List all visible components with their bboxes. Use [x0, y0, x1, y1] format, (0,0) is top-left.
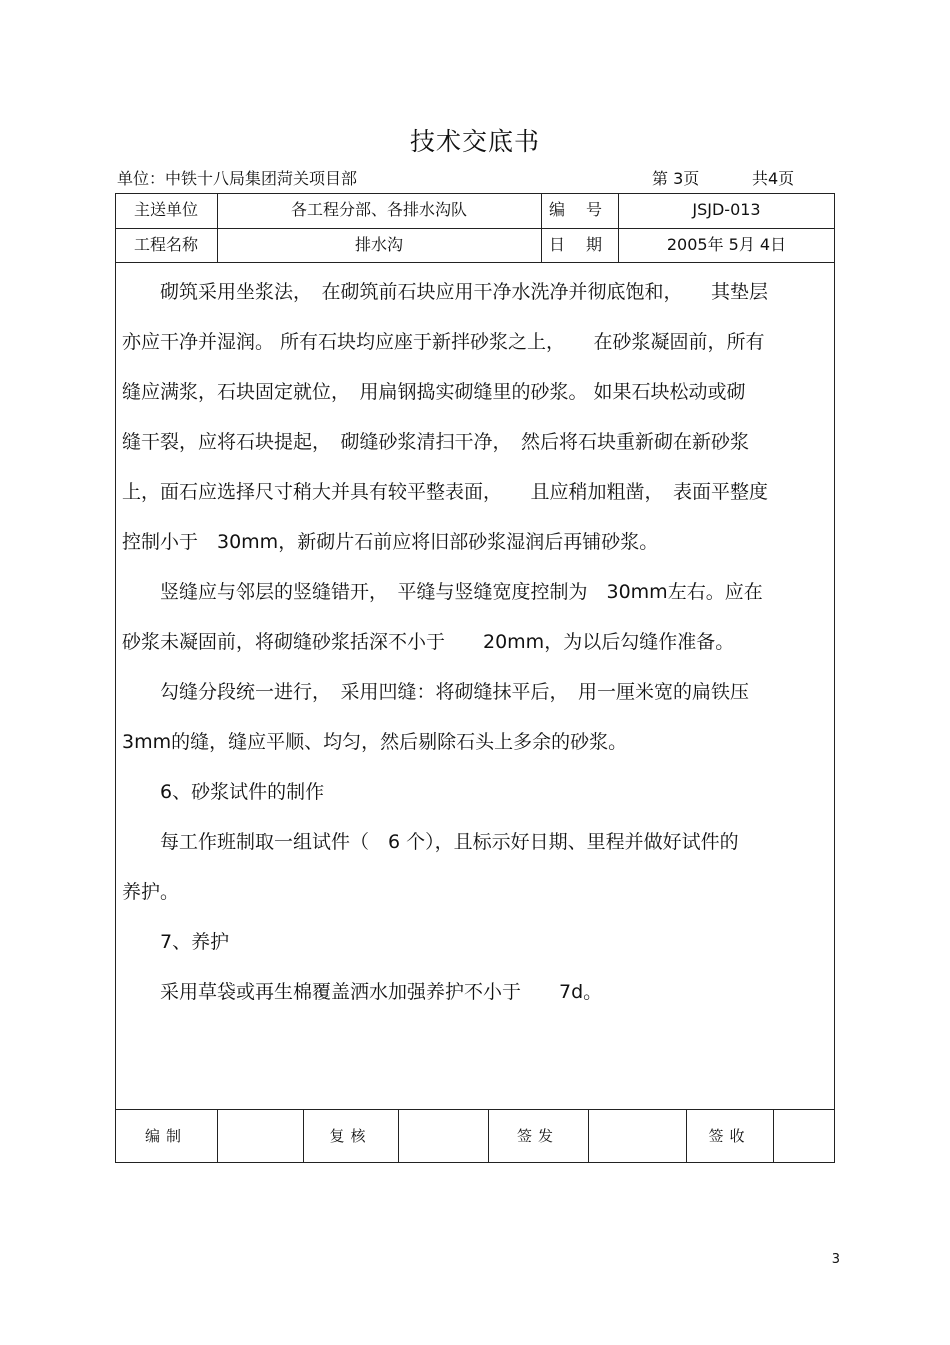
- body-line: 3mm的缝，缝应平顺、均匀，然后剔除石头上多余的砂浆。: [122, 731, 628, 753]
- review-label: 复核: [329, 1127, 372, 1145]
- document-title: 技术交底书: [409, 127, 540, 156]
- body-line: 砂浆未凝固前，将砌缝砂浆括深不小于 20mm，为以后勾缝作准备。: [122, 631, 735, 653]
- body-line: 7、养护: [122, 931, 230, 953]
- issue-field[interactable]: [588, 1110, 686, 1162]
- receive-label: 签收: [708, 1127, 751, 1145]
- body-line: 6、砂浆试件的制作: [122, 781, 325, 803]
- compile-label: 编制: [144, 1127, 187, 1145]
- number-value: JSJD-013: [692, 200, 761, 219]
- body-line: 砌筑采用坐浆法， 在砌筑前石块应用干净水洗净并彻底饱和， 其垫层: [122, 281, 769, 303]
- body-text: [122, 267, 830, 1017]
- body-line: 亦应干净并湿润。 所有石块均应座于新拌砂浆之上， 在砂浆凝固前，所有: [122, 331, 765, 353]
- project-value: 排水沟: [354, 235, 403, 254]
- compile-field[interactable]: [217, 1110, 303, 1162]
- page-number: 3: [831, 1252, 840, 1267]
- issue-label: 签发: [516, 1127, 559, 1145]
- body-line: 每工作班制取一组试件（ 6 个），且标示好日期、里程并做好试件的: [122, 831, 739, 853]
- receive-field[interactable]: [773, 1110, 835, 1162]
- body-line: 养护。: [122, 881, 180, 903]
- project-label: 工程名称: [133, 235, 198, 254]
- page-current: 第 3页: [652, 169, 700, 188]
- body-line: 控制小于 30mm，新砌片石前应将旧部砂浆湿润后再铺砂浆。: [122, 531, 659, 553]
- body-line: 勾缝分段统一进行， 采用凹缝：将砌缝抹平后， 用一厘米宽的扁铁压: [122, 681, 750, 703]
- sender-label: 主送单位: [133, 200, 198, 219]
- review-field[interactable]: [398, 1110, 488, 1162]
- number-label: 编 号: [548, 200, 611, 219]
- body-line: 缝干裂，应将石块提起， 砌缝砂浆清扫干净， 然后将石块重新砌在新砂浆: [122, 431, 750, 453]
- body-line: 上，面石应选择尺寸稍大并具有较平整表面， 且应稍加粗凿， 表面平整度: [122, 481, 769, 503]
- sender-value: 各工程分部、各排水沟队: [290, 200, 467, 219]
- body-line: 缝应满浆，石块固定就位， 用扁钢捣实砌缝里的砂浆。 如果石块松动或砌: [122, 381, 746, 403]
- body-line: 竖缝应与邻层的竖缝错开， 平缝与竖缝宽度控制为 30mm左右。应在: [122, 581, 763, 603]
- unit-line: 单位：中铁十八局集团菏关项目部: [117, 169, 358, 188]
- date-label: 日 期: [548, 235, 611, 254]
- date-value: 2005年 5月 4日: [666, 235, 787, 254]
- row-divider: [115, 262, 835, 263]
- body-line: 采用草袋或再生棉覆盖洒水加强养护不小于 7d。: [122, 981, 603, 1003]
- page-total: 共4页: [752, 169, 795, 188]
